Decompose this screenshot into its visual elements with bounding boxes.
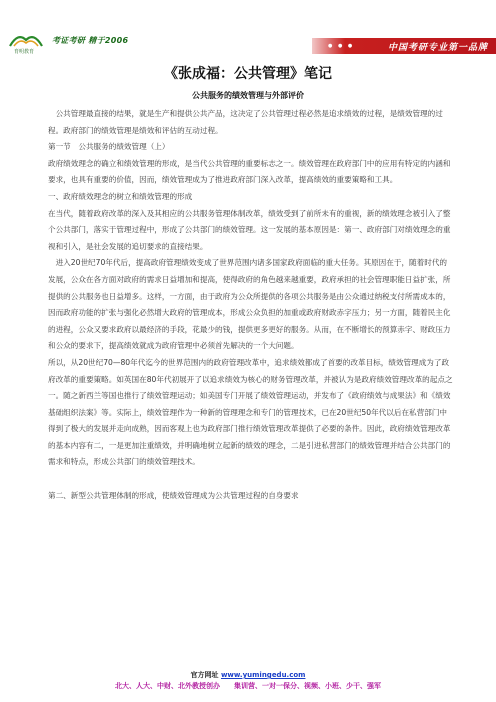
paragraph-gap (48, 471, 453, 488)
section-heading-1: 第一节 公共服务的绩效管理（上） (48, 142, 170, 152)
footer-tagline: 北大、人大、中财、北外教授创办 集训营、一对一保分、视频、小班、少干、强军 (115, 682, 381, 690)
paragraph-reason-2: 第二、新型公共管理体制的形成，使绩效管理成为公共管理过程的自身要求 (48, 490, 299, 500)
paragraph-1970s: 进入20世纪70年代后，提高政府管理绩效变成了世界范围内诸多国家政府面临的重大任务。其原因在于，随着时代的发展，公众在各方面对政府的需求日益增加和提高，使得政府的角色越来越重要，政府承担的社会管理职能日益扩张，所提供的公共服务也日益增多。这样，一方面，由于政府为公众所提供的各项公共服务是由公众通过纳税支付所需成本的，因而政府功能的扩张与强化必然增大政府的管理成本，形成公众负担的加重或政府财政赤字压力；另一方面，随着民主化的进程，公众又要求政府以最经济的手段，花最少的钱，提供更多更好的服务。从而，在不断增长的预算赤字、财政压力和公众的要求下，提高绩效就成为政府管理中必须首先解决的一个大问题。 (48, 258, 451, 351)
page-header (0, 0, 496, 55)
document-body (48, 106, 453, 504)
banner-text: 中国考研专业第一品牌 (387, 43, 488, 53)
subheading-1: 一、政府绩效理念的树立和绩效管理的形成 (48, 191, 193, 201)
banner-decoration: ● ● ● (328, 43, 355, 49)
document-subtitle: 公共服务的绩效管理与外部评价 (192, 91, 304, 100)
paragraph-reform: 所以，从20世纪70—80年代迄今的世界范围内的政府管理改革中，追求绩效都成了首要的改革目标，绩效管理成为了政府改革的重要策略。如英国在80年代初展开了以追求绩效为核心的财务管理改革，并被认为是政府绩效管理改革的起点之一。随之新西兰等国也推行了绩效管理运动；如美国专门开展了绩效管理运动，并发布了《政府绩效与成果法》和《绩效基础组织法案》等。实际上，绩效管理作为一种新的管理理念和专门的管理技术，已在20世纪50年代以后在私营部门中得到了极大的发展并走向成熟，因而客观上也为政府部门推行绩效管理改革提供了必要的条件。因此，政府绩效管理改革的基本内容有二，一是更加注重绩效，并明确地树立起新的绩效的理念，二是引进私营部门的绩效管理并结合公共部门的需求和特点，形成公共部门的绩效管理技术。 (48, 357, 453, 467)
paragraph-reason-1: 在当代，随着政府改革的深入及其相应的公共服务管理体制改革，绩效受到了前所未有的重视，新的绩效理念被引入了整个公共部门，落实于管理过程中，形成了公共部门的绩效管理。这一发展的基本原因是：第一、政府部门对绩效理念的重视和引入，是社会发展的追切要求的直接结果。 (48, 208, 451, 251)
logo-icon (8, 30, 44, 50)
footer-website-link[interactable]: www.yumingedu.com (220, 671, 306, 679)
header-banner (312, 38, 496, 54)
footer-website-label: 官方网址 (190, 671, 219, 679)
document-title: 《张成福：公共管理》笔记 (164, 66, 332, 82)
paragraph-intro: 公共管理最直接的结果，就是生产和提供公共产品，这决定了公共管理过程必然是追求绩效的过程，是绩效管理的过程。政府部门的绩效管理是绩效和评估的互动过程。 (48, 109, 443, 135)
header-slogan: 考证考研 精于2006 (52, 36, 129, 45)
footer-website (0, 670, 496, 681)
logo-text: 育明教育 (14, 49, 35, 55)
paragraph-section-intro: 政府绩效理念的确立和绩效管理的形成，是当代公共管理的重要标志之一。绩效管理在政府部门中的应用有特定的内涵和要求，也具有重要的价值，因而，绩效管理成为了推进政府部门深入改革，提高绩效的重要策略和工具。 (48, 158, 451, 185)
page-footer (0, 670, 496, 692)
